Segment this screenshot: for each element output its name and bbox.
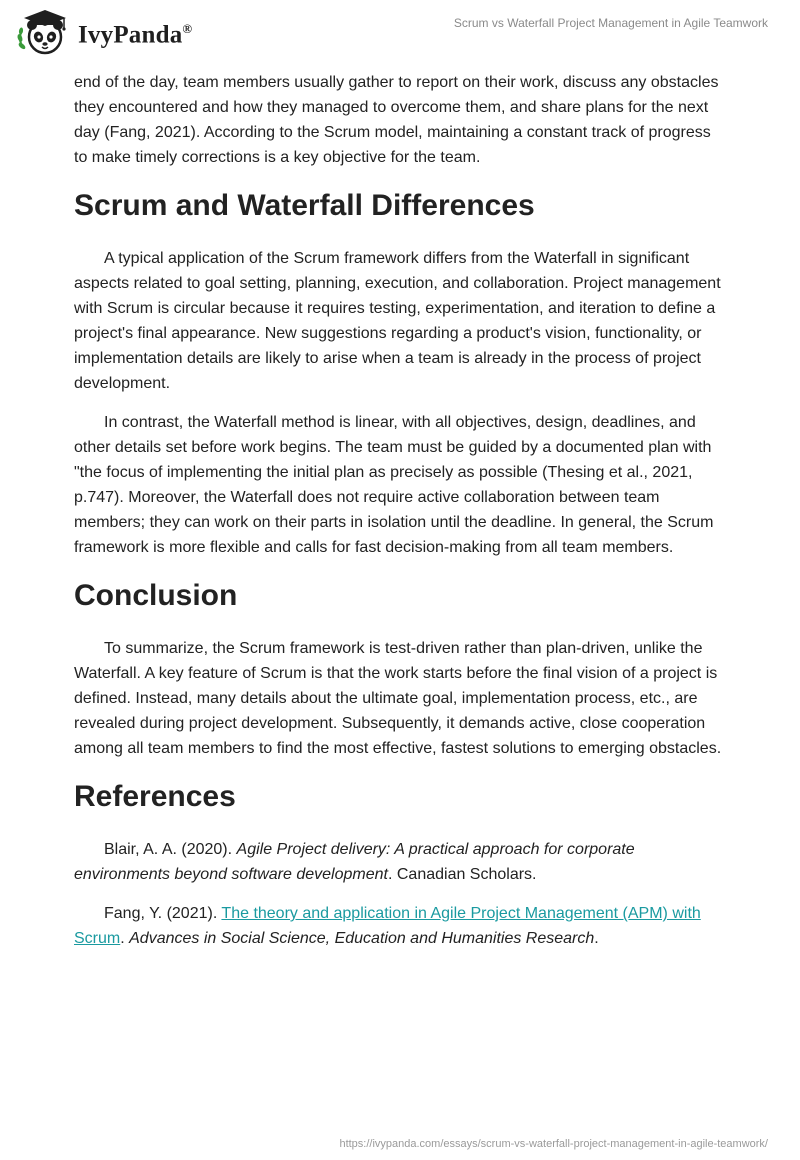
intro-paragraph: end of the day, team members usually gather to report on their work, discuss any obstacles they encountered and how they managed to overcome them, and share plans for the next day (Fang, 2021). According to the Scrum model, maintaining a constant track of progress to make timely corrections is a key objective for the team. bbox=[74, 74, 719, 166]
references-heading: References bbox=[74, 780, 236, 813]
differences-paragraph-1: A typical application of the Scrum framework differs from the Waterfall in significant aspects related to goal setting, planning, execution, and collaboration. Project management with Scrum is circular because it requires testing, experimentation, and iteration to define a project's final appearance. New suggestions regarding a product's vision, functionality, or implementation details are likely to arise when a team is already in the process of project development. bbox=[74, 250, 721, 392]
reference-separator: . bbox=[120, 930, 130, 947]
conclusion-heading: Conclusion bbox=[74, 579, 238, 612]
brand-logo[interactable] bbox=[16, 8, 192, 58]
reference-item-fang bbox=[74, 901, 726, 951]
differences-heading: Scrum and Waterfall Differences bbox=[74, 189, 535, 222]
footer-url: https://ivypanda.com/essays/scrum-vs-waterfall-project-management-in-agile-teamwork/ bbox=[339, 1138, 768, 1150]
conclusion-paragraph: To summarize, the Scrum framework is test-driven rather than plan-driven, unlike the Waterfall. A key feature of Scrum is that the work starts before the final vision of a project is defined. Instead, many details about the ultimate goal, implementation process, etc., are revealed during project development. Subsequently, it demands active, close cooperation among all team members to find the most effective, fastest solutions to emerging obstacles. bbox=[74, 640, 722, 757]
reference-author: Fang, Y. (2021). bbox=[104, 905, 222, 922]
panda-graduate-icon bbox=[16, 8, 74, 58]
reference-link[interactable]: The theory and application in Agile Project Management (APM) with Scrum bbox=[74, 905, 701, 947]
registered-mark: ® bbox=[182, 20, 193, 36]
reference-title: Agile Project delivery: A practical approach for corporate environments beyond software development bbox=[74, 841, 635, 883]
differences-paragraph-2: In contrast, the Waterfall method is linear, with all objectives, design, deadlines, and other details set before work begins. The team must be guided by a documented plan with "the focus of implementing the initial plan as precisely as possible (Thesing et al., 2021, p.747). Moreover, the Waterfall does not require active collaboration between team members; they can work on their parts in isolation until the deadline. In general, the Scrum framework is more flexible and calls for fast decision-making from all team members. bbox=[74, 414, 714, 556]
reference-end: . bbox=[594, 930, 599, 947]
reference-journal: Advances in Social Science, Education and Humanities Research bbox=[129, 930, 595, 947]
page-header bbox=[0, 0, 800, 70]
reference-author: Blair, A. A. (2020). bbox=[104, 841, 237, 858]
document-title: Scrum vs Waterfall Project Management in Agile Teamwork bbox=[453, 16, 768, 30]
reference-publisher: . Canadian Scholars. bbox=[387, 866, 537, 883]
reference-item-blair bbox=[74, 837, 726, 887]
brand-name: IvyPanda® bbox=[78, 20, 193, 49]
essay-content bbox=[74, 70, 726, 965]
